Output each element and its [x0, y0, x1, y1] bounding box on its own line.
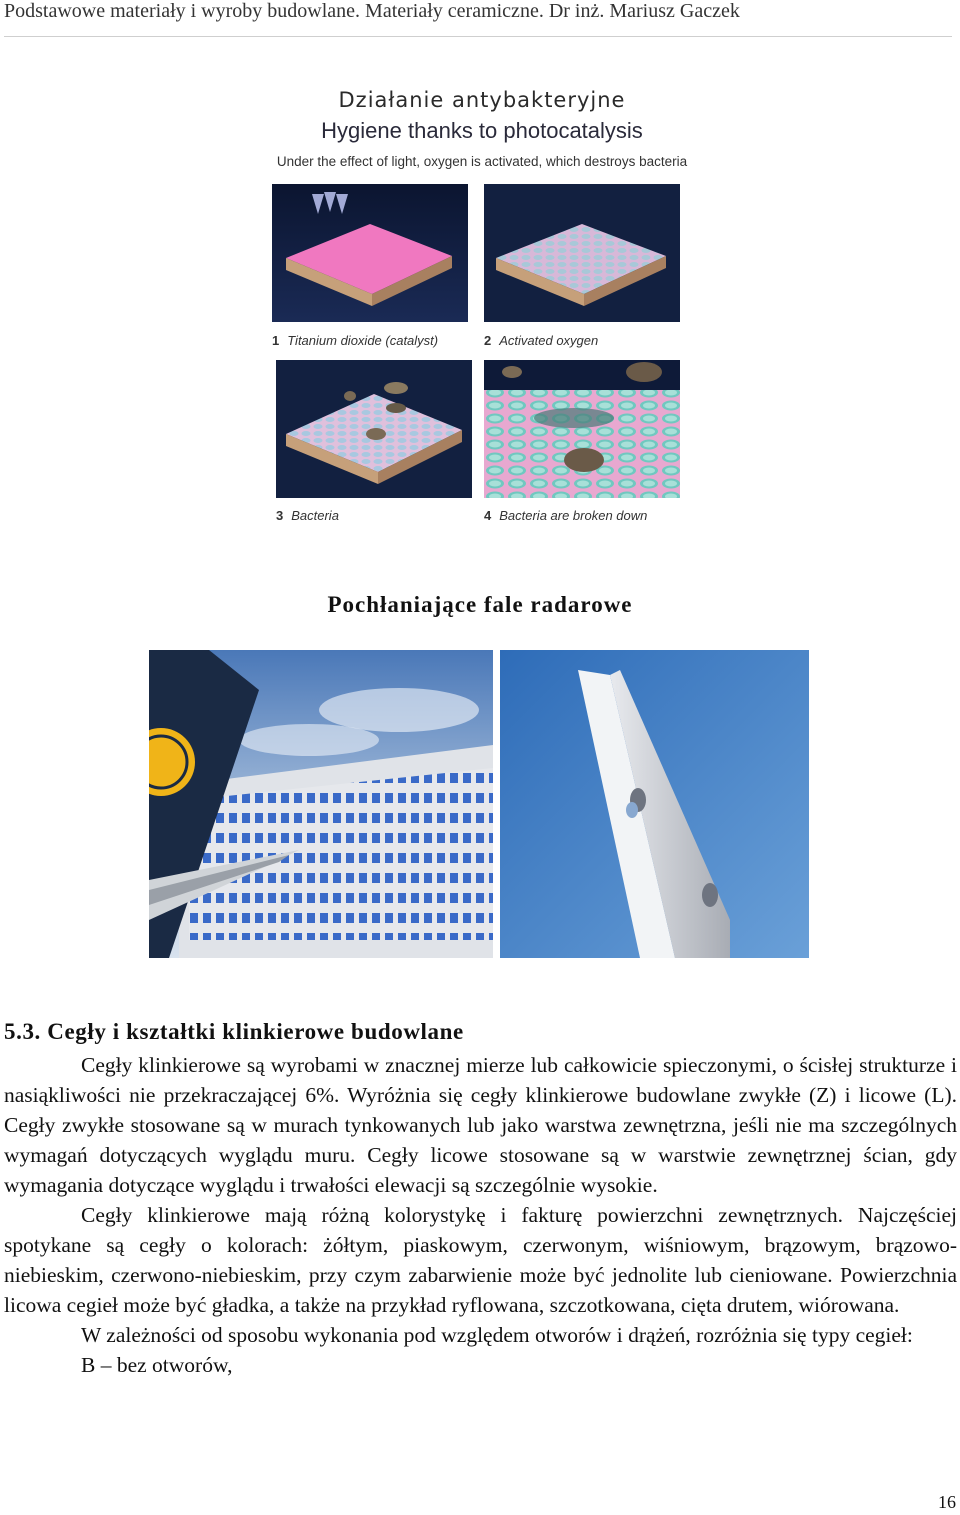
figure-title-pl: Działanie antybakteryjne — [338, 88, 626, 112]
paragraph-3: W zależności od sposobu wykonania pod względem otworów i drążeń, rozróżnia się typy cegieł: — [81, 1323, 913, 1347]
caption-3: 3 Bacteria — [276, 508, 339, 523]
photo-building-aircraft — [149, 650, 493, 958]
panel-titanium-dioxide — [272, 184, 468, 322]
section-heading: 5.3. Cegły i kształtki klinkierowe budowlane — [4, 1019, 464, 1044]
photocatalysis-figure — [262, 88, 702, 533]
caption-1: 1 Titanium dioxide (catalyst) — [272, 333, 439, 348]
list-item: B – bez otworów, — [81, 1353, 233, 1377]
page-header: Podstawowe materiały i wyroby budowlane. Materiały ceramiczne. Dr inż. Mariusz Gaczek — [4, 0, 740, 22]
body-text — [4, 1050, 957, 1380]
panel-bacteria-broken-down — [484, 360, 680, 498]
caption-4: 4 Bacteria are broken down — [484, 508, 648, 523]
photo-radar-panel — [500, 650, 809, 958]
panel-activated-oxygen — [484, 184, 680, 322]
panel-bacteria — [276, 360, 472, 498]
page-number: 16 — [938, 1492, 956, 1512]
figure-title-en: Hygiene thanks to photocatalysis — [321, 118, 643, 143]
section-title-radar: Pochłaniające fale radarowe — [327, 592, 633, 617]
paragraph-2: Cegły klinkierowe mają różną kolorystykę i fakturę powierzchni zewnętrznych. Najczęściej spotykane są cegły o kolorach: żółtym, piaskowym, czerwonym, wiśniowym, brązowym, brązowo-niebieskim, czerwono-niebieskim, przy czym zabarwienie może być jednolite lub cieniowane. Powierzchnia licowa cegieł może być gładka, a także na przykład ryflowana, szczotkowana, cięta drutem, wiórowana. — [4, 1203, 957, 1317]
header-divider — [4, 36, 952, 37]
paragraph-1: Cegły klinkierowe są wyrobami w znacznej mierze lub całkowicie spieczonymi, o ścisłej strukturze i nasiąkliwości nie przekraczającej 6%. Wyróżnia się cegły klinkierowe budowlane zwykłe (Z) i licowe (L). Cegły zwykłe stosowane są w murach tynkowanych lub jako warstwa zewnętrzna, jeśli nie ma szczególnych wymagań dotyczących wyglądu muru. Cegły licowe stosowane są w warstwie zewnętrznej ścian, gdy wymagania dotyczące wyglądu i trwałości elewacji są szczególnie wysokie. — [4, 1053, 957, 1197]
caption-2: 2 Activated oxygen — [484, 333, 599, 348]
figure-subtitle: Under the effect of light, oxygen is activated, which destroys bacteria — [276, 154, 688, 169]
